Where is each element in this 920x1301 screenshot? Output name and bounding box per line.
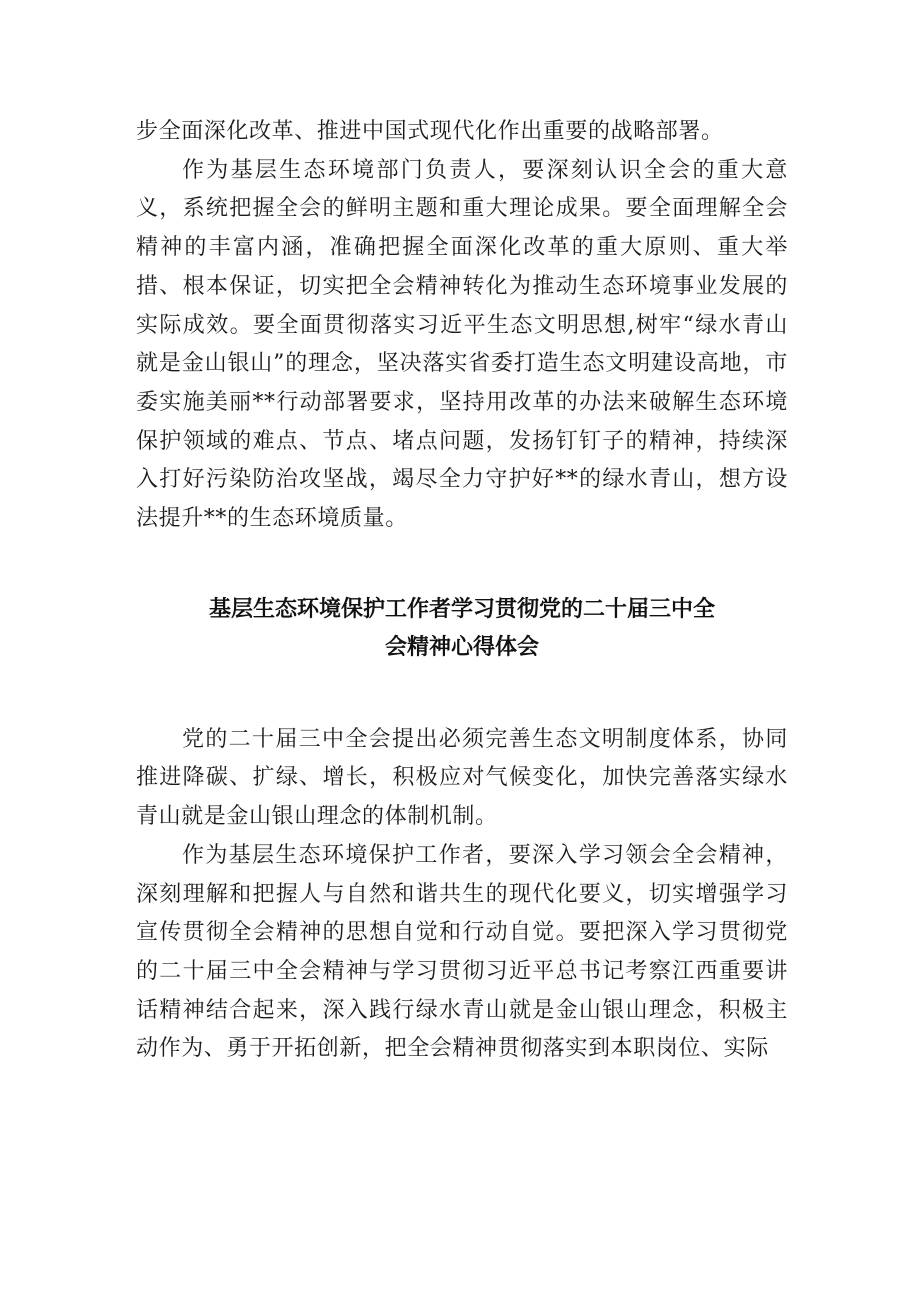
title-line: 基层生态环境保护工作者学习贯彻党的二十届三中全 xyxy=(208,596,715,622)
body-paragraph: 作为基层生态环境部门负责人，要深刻认识全会的重大意义，系统把握全会的鲜明主题和重大理论成果。要全面理解全会精神的丰富内涵，准确把握全面深化改革的重大原则、重大举措、根本保证，切实把全会精神转化为推动生态环境事业发展的实际成效。要全面贯彻落实习近平生态文明思想,树牢“绿水青山就是金山银山”的理念，坚决落实省委打造生态文明建设高地，市委实施美丽**行动部署要求，坚持用改革的办法来破解生态环境保护领域的难点、节点、堵点问题，发扬钉钉子的精神，持续深入打好污染防治攻坚战，竭尽全力守护好**的绿水青山，想方设法提升**的生态环境质量。 xyxy=(136,157,788,532)
article-title xyxy=(136,591,788,667)
title-line: 会精神心得体会 xyxy=(384,634,539,660)
document-page xyxy=(136,113,788,1069)
body-paragraph: 党的二十届三中全会提出必须完善生态文明制度体系，协同推进降碳、扩绿、增长，积极应对气候变化，加快完善落实绿水青山就是金山银山理念的体制机制。 xyxy=(136,726,788,830)
body-paragraph: 作为基层生态环境保护工作者，要深入学习领会全会精神，深刻理解和把握人与自然和谐共生的现代化要义，切实增强学习宣传贯彻全会精神的思想自觉和行动自觉。要把深入学习贯彻党的二十届三中全会精神与学习贯彻习近平总书记考察江西重要讲话精神结合起来，深入践行绿水青山就是金山银山理念，积极主动作为、勇于开拓创新，把全会精神贯彻落实到本职岗位、实际 xyxy=(136,842,788,1062)
body-paragraph: 步全面深化改革、推进中国式现代化作出重要的战略部署。 xyxy=(136,119,724,144)
